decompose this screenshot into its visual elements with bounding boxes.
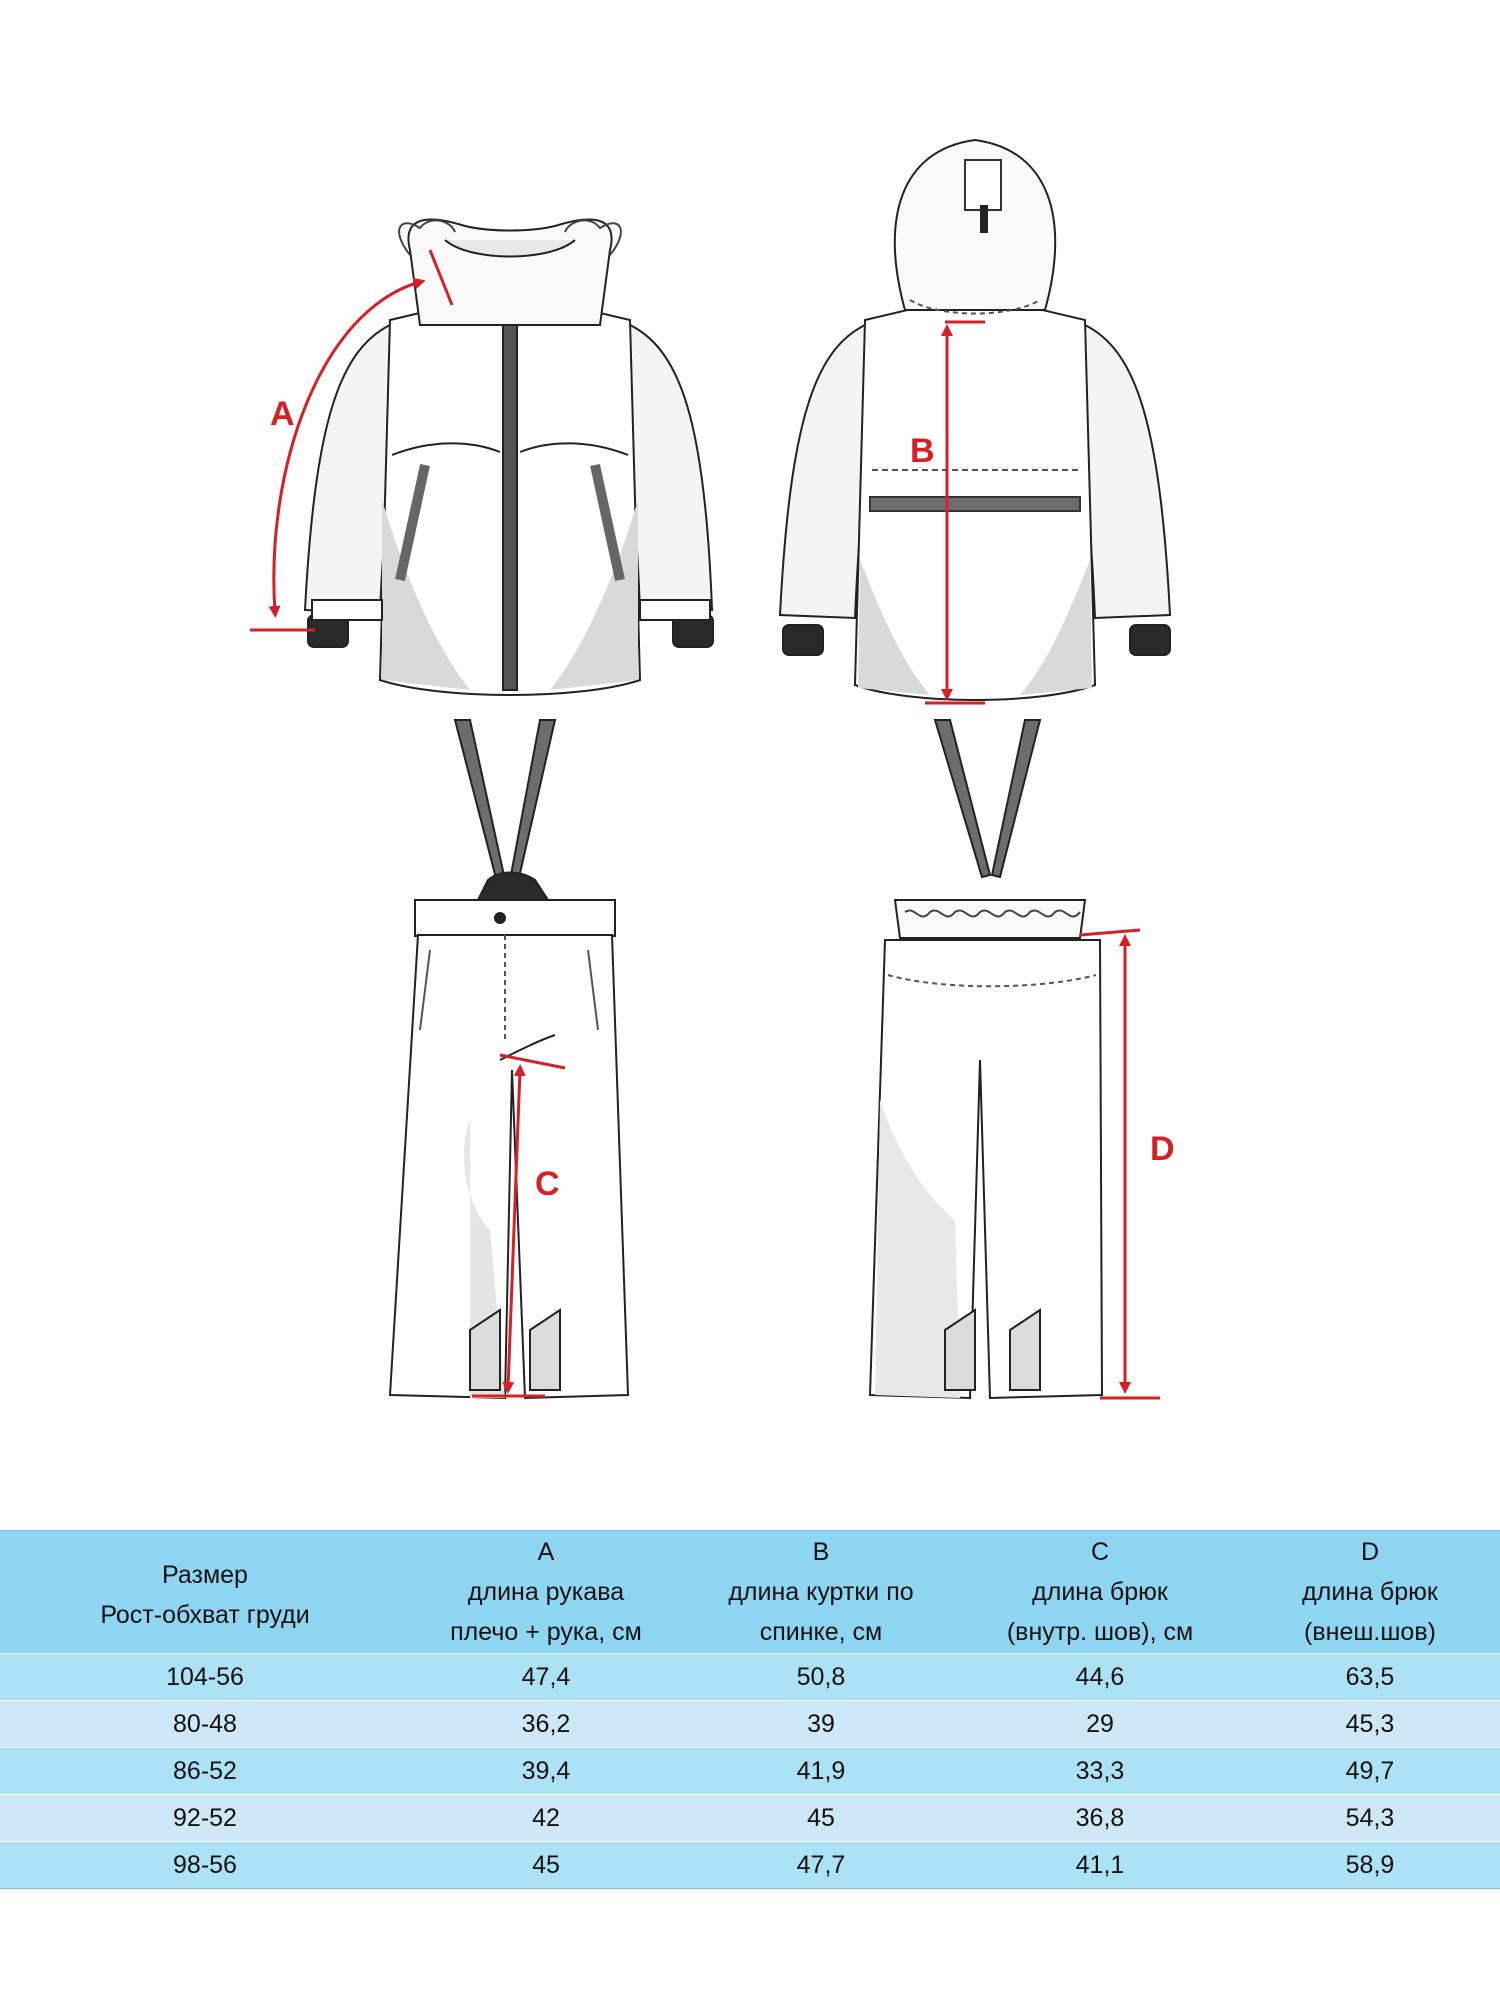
table-header-row bbox=[0, 1531, 1500, 1653]
cell-d: 54,3 bbox=[1345, 1803, 1395, 1832]
cell-c: 36,8 bbox=[1075, 1803, 1125, 1832]
cell-size: 92-52 bbox=[173, 1803, 237, 1832]
pants-front-sketch bbox=[390, 720, 628, 1398]
cell-b: 45 bbox=[807, 1803, 835, 1832]
cell-b: 50,8 bbox=[796, 1662, 846, 1691]
header-b: B длина куртки по спинке, см bbox=[728, 1538, 914, 1646]
cell-b: 41,9 bbox=[796, 1756, 846, 1785]
cell-c: 44,6 bbox=[1075, 1662, 1125, 1691]
cell-b: 47,7 bbox=[796, 1850, 846, 1879]
cell-size: 98-56 bbox=[173, 1850, 237, 1879]
cell-a: 39,4 bbox=[521, 1756, 571, 1785]
cell-c: 29 bbox=[1086, 1709, 1114, 1738]
measure-c-label: C bbox=[535, 1165, 560, 1203]
header-size: Размер Рост-обхват груди bbox=[100, 1561, 310, 1629]
cell-a: 45 bbox=[532, 1850, 560, 1879]
jacket-front-sketch bbox=[305, 219, 713, 695]
measure-b-label: B bbox=[910, 432, 935, 470]
header-a: A длина рукава плечо + рука, см bbox=[450, 1538, 642, 1646]
cell-size: 104-56 bbox=[166, 1662, 244, 1691]
table-row bbox=[0, 1794, 1500, 1841]
table-row bbox=[0, 1841, 1500, 1888]
cell-a: 42 bbox=[532, 1803, 560, 1832]
measure-a-label: A bbox=[270, 395, 295, 433]
measure-d-label: D bbox=[1150, 1130, 1175, 1168]
cell-d: 58,9 bbox=[1345, 1850, 1395, 1879]
cell-d: 45,3 bbox=[1345, 1709, 1395, 1738]
cell-a: 36,2 bbox=[521, 1709, 571, 1738]
header-d: D длина брюк (внеш.шов) bbox=[1302, 1538, 1438, 1646]
cell-b: 39 bbox=[807, 1709, 835, 1738]
table-row bbox=[0, 1747, 1500, 1794]
size-table bbox=[0, 1530, 1500, 1889]
cell-d: 49,7 bbox=[1345, 1756, 1395, 1785]
cell-size: 86-52 bbox=[173, 1756, 237, 1785]
cell-d: 63,5 bbox=[1345, 1662, 1395, 1691]
cell-size: 80-48 bbox=[173, 1709, 237, 1738]
cell-c: 33,3 bbox=[1075, 1756, 1125, 1785]
header-c: C длина брюк (внутр. шов), см bbox=[1006, 1538, 1194, 1646]
cell-a: 47,4 bbox=[521, 1662, 571, 1691]
cell-c: 41,1 bbox=[1075, 1850, 1125, 1879]
table-row bbox=[0, 1700, 1500, 1747]
pants-back-sketch bbox=[870, 720, 1102, 1398]
jacket-back-sketch bbox=[780, 140, 1170, 700]
table-row bbox=[0, 1653, 1500, 1700]
